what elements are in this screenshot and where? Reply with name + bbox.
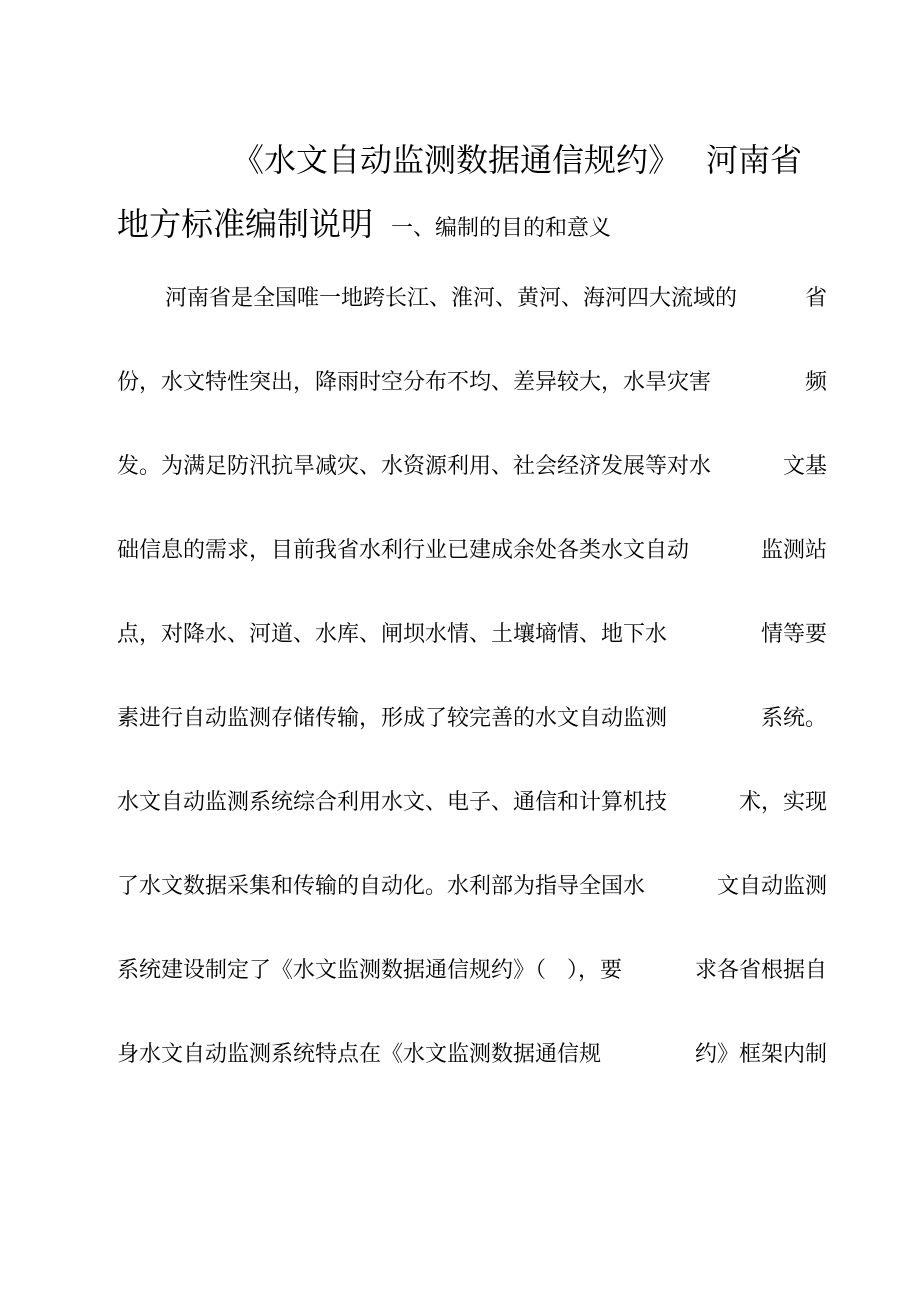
- paragraph-line: [117, 536, 827, 566]
- line-text: 础信息的需求，目前我省水利行业已建成余处各类水文自动: [117, 538, 690, 563]
- document-title-line-1: [232, 140, 802, 180]
- paragraph-line: [117, 368, 827, 398]
- line-text-end: 情等要: [760, 622, 827, 647]
- line-text: 份，水文特性突出，降雨时空分布不均、差异较大，水旱灾害: [117, 370, 712, 395]
- line-text: 河南省是全国唯一地跨长江、淮河、黄河、海河四大流域的: [165, 286, 738, 311]
- document-title-line-2: [117, 204, 611, 250]
- paragraph-line: [117, 788, 827, 818]
- line-text-end: 省: [804, 286, 827, 311]
- line-text-end: 文基: [782, 454, 827, 479]
- line-text: 水文自动监测系统综合利用水文、电子、通信和计算机技: [117, 790, 668, 815]
- paragraph-line: [117, 872, 827, 902]
- line-text-end: 频: [804, 370, 827, 395]
- paragraph-line: [117, 620, 827, 650]
- paragraph-line: [117, 956, 827, 986]
- standard-name: 《水文自动监测数据通信规约》: [232, 141, 681, 179]
- line-text: 素进行自动监测存储传输，形成了较完善的水文自动监测: [117, 706, 668, 731]
- line-text-end: 监测站: [760, 538, 827, 563]
- line-text-end: 求各省根据自: [694, 958, 827, 983]
- line-text-end: 系统。: [760, 706, 827, 731]
- line-text: 了水文数据采集和传输的自动化。水利部为指导全国水: [117, 874, 646, 899]
- paragraph-line: [165, 284, 827, 314]
- paragraph-line: [117, 704, 827, 734]
- line-text-end: 约》框架内制: [694, 1042, 827, 1067]
- line-text: 系统建设制定了《水文监测数据通信规约》（ ），要: [117, 958, 622, 983]
- section-heading: 一、编制的目的和意义: [391, 216, 612, 241]
- line-text: 身水文自动监测系统特点在《水文监测数据通信规: [117, 1042, 602, 1067]
- line-text: 点，对降水、河道、水库、闸坝水情、土壤墒情、地下水: [117, 622, 668, 647]
- province-name: 河南省: [706, 141, 803, 179]
- paragraph-line: [117, 452, 827, 482]
- line-text-end: 文自动监测: [716, 874, 827, 899]
- line-text-end: 术，实现: [738, 790, 827, 815]
- document-subtitle: 地方标准编制说明: [117, 205, 374, 243]
- paragraph-line: [117, 1040, 827, 1070]
- line-text: 发。为满足防汛抗旱减灾、水资源利用、社会经济发展等对水: [117, 454, 712, 479]
